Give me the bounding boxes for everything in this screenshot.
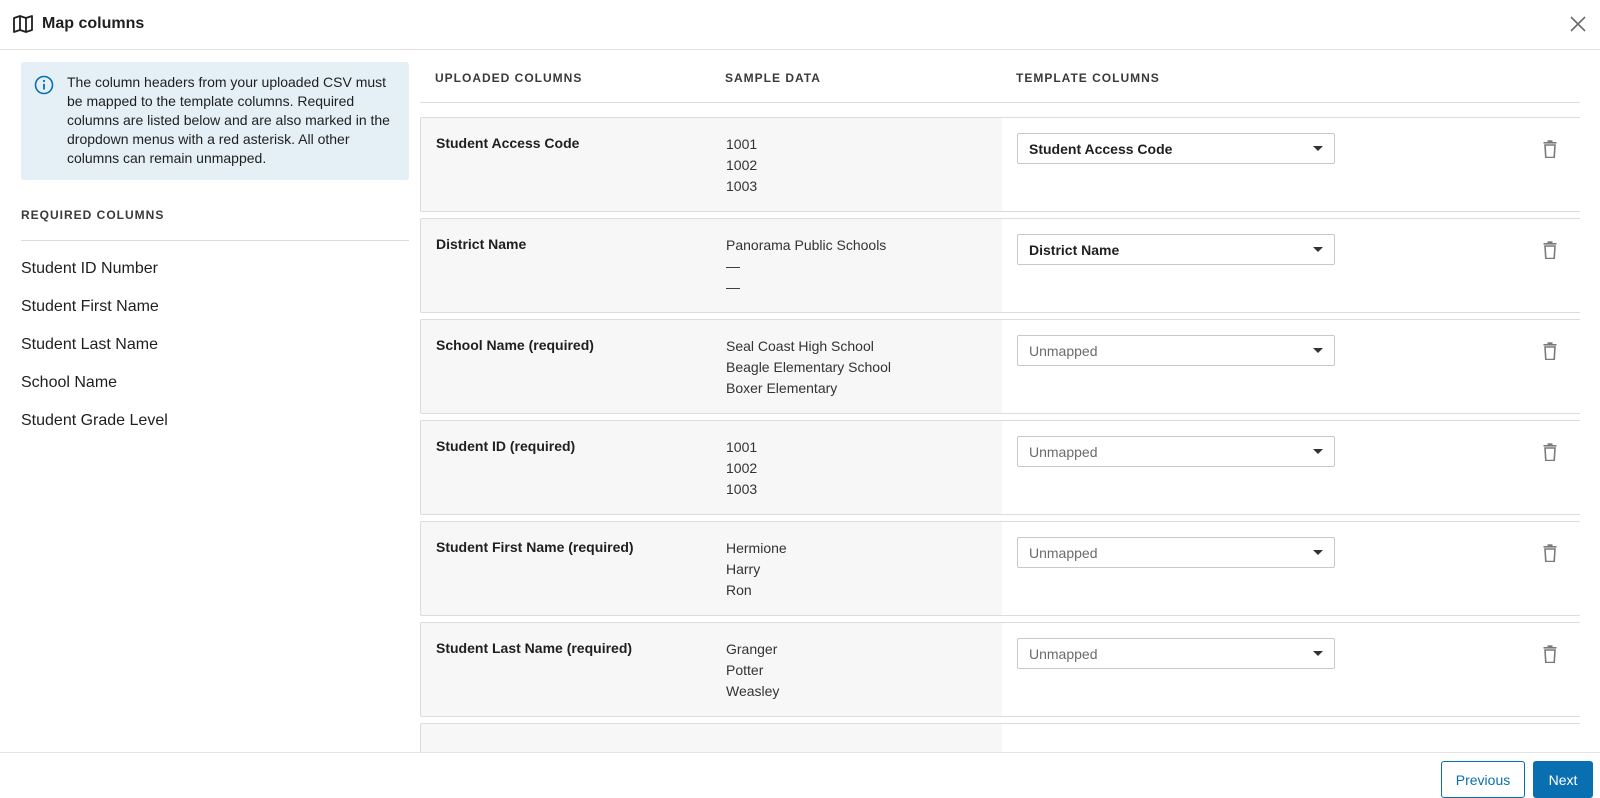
template-column-select[interactable] <box>1017 638 1335 669</box>
sample-data <box>726 639 779 702</box>
sample-value: Seal Coast High School <box>726 338 874 354</box>
selected-template-column: Unmapped <box>1029 343 1098 359</box>
selected-template-column: Unmapped <box>1029 444 1098 460</box>
map-icon <box>13 15 33 33</box>
modal-footer <box>0 752 1600 798</box>
sample-value: Beagle Elementary School <box>726 359 891 375</box>
required-column-item: Student Grade Level <box>21 412 168 429</box>
selected-template-column: Unmapped <box>1029 646 1098 662</box>
modal-title: Map columns <box>42 15 145 32</box>
uploaded-column-name: School Name (required) <box>436 337 594 353</box>
info-icon <box>34 75 54 95</box>
sample-value: — <box>726 258 740 274</box>
sample-value: Hermione <box>726 540 787 556</box>
table-row <box>420 420 1580 515</box>
sample-value: 1001 <box>726 136 758 152</box>
mapping-table[interactable] <box>420 50 1580 752</box>
caret-down-icon <box>1313 651 1323 656</box>
table-row <box>420 723 1580 752</box>
table-row <box>420 319 1580 414</box>
next-button[interactable]: Next <box>1533 761 1593 798</box>
uploaded-column-name: Student Last Name (required) <box>436 640 633 656</box>
info-banner <box>21 62 409 180</box>
sample-value: Granger <box>726 641 778 657</box>
sample-value: 1002 <box>726 460 758 476</box>
row-mapping-area <box>1002 421 1580 514</box>
trash-icon[interactable] <box>1543 241 1557 259</box>
sample-value: Ron <box>726 582 752 598</box>
required-column-item: Student Last Name <box>21 336 158 353</box>
table-header <box>420 50 1580 103</box>
sample-value: Boxer Elementary <box>726 380 838 396</box>
sample-value: 1003 <box>726 481 758 497</box>
divider <box>21 240 409 241</box>
caret-down-icon <box>1313 550 1323 555</box>
uploaded-column-name: Student Access Code <box>436 135 580 151</box>
sample-data <box>726 437 757 500</box>
row-mapping-area <box>1002 724 1580 752</box>
table-row <box>420 117 1580 212</box>
table-row <box>420 218 1580 313</box>
sample-value: Potter <box>726 662 764 678</box>
table-row <box>420 521 1580 616</box>
trash-icon[interactable] <box>1543 140 1557 158</box>
sample-data <box>726 235 886 298</box>
template-column-select[interactable] <box>1017 537 1335 568</box>
row-mapping-area <box>1002 219 1580 312</box>
template-column-select[interactable] <box>1017 436 1335 467</box>
required-column-item: Student First Name <box>21 298 159 315</box>
template-column-select[interactable] <box>1017 335 1335 366</box>
caret-down-icon <box>1313 247 1323 252</box>
row-mapping-area <box>1002 320 1580 413</box>
trash-icon[interactable] <box>1543 645 1557 663</box>
sample-value: 1003 <box>726 178 758 194</box>
required-columns-list <box>21 250 168 440</box>
row-mapping-area <box>1002 118 1580 211</box>
sample-data <box>726 336 891 399</box>
sample-data <box>726 538 787 601</box>
header-sample-data: SAMPLE DATA <box>725 71 821 85</box>
selected-template-column: Student Access Code <box>1029 141 1173 157</box>
table-row <box>420 622 1580 717</box>
trash-icon[interactable] <box>1543 544 1557 562</box>
required-column-item: School Name <box>21 374 118 391</box>
uploaded-column-name: District Name <box>436 236 527 252</box>
sample-value: Weasley <box>726 683 780 699</box>
uploaded-column-name: Student ID (required) <box>436 438 576 454</box>
row-mapping-area <box>1002 522 1580 615</box>
sample-value: 1001 <box>726 439 758 455</box>
modal-header <box>0 0 1600 50</box>
required-column-item: Student ID Number <box>21 260 158 277</box>
selected-template-column: Unmapped <box>1029 545 1098 561</box>
left-panel <box>0 50 420 752</box>
trash-icon[interactable] <box>1543 443 1557 461</box>
trash-icon[interactable] <box>1543 342 1557 360</box>
required-columns-heading: REQUIRED COLUMNS <box>21 208 165 222</box>
selected-template-column: District Name <box>1029 242 1120 258</box>
caret-down-icon <box>1313 449 1323 454</box>
header-uploaded-columns: UPLOADED COLUMNS <box>435 71 583 85</box>
info-text: The column headers from your uploaded CSV must be mapped to the template columns. Required columns are listed below and are also marked in the dropdown menus with a red asterisk. All other columns can remain unmapped. <box>67 74 390 166</box>
sample-value: 1002 <box>726 157 758 173</box>
header-template-columns: TEMPLATE COLUMNS <box>1016 71 1160 85</box>
sample-value: — <box>726 279 740 295</box>
previous-button[interactable]: Previous <box>1441 761 1525 798</box>
uploaded-column-name: Student First Name (required) <box>436 539 634 555</box>
sample-value: Panorama Public Schools <box>726 237 887 253</box>
row-mapping-area <box>1002 623 1580 716</box>
template-column-select[interactable] <box>1017 234 1335 265</box>
sample-value: Harry <box>726 561 761 577</box>
sample-data <box>726 134 757 197</box>
caret-down-icon <box>1313 146 1323 151</box>
caret-down-icon <box>1313 348 1323 353</box>
template-column-select[interactable] <box>1017 133 1335 164</box>
close-icon[interactable] <box>1568 14 1588 34</box>
